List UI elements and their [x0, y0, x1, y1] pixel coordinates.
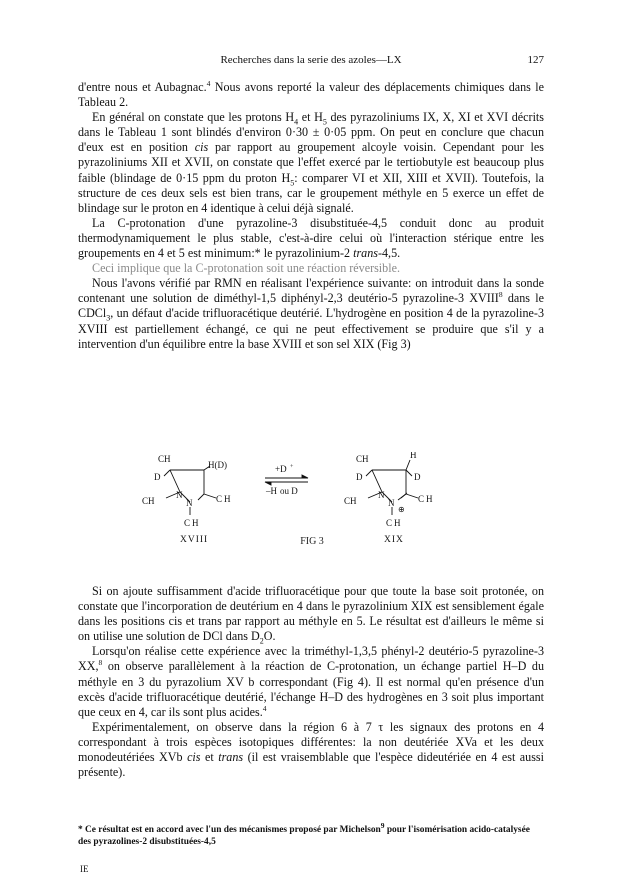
xviii-ch3-n-label: CH	[142, 496, 155, 506]
paragraph	[78, 584, 544, 644]
paragraph	[78, 80, 544, 110]
text-run: (il est vraisemblable que l'espèce dideutériée en 4 est aussi présente).	[78, 750, 544, 780]
xviii-name: XVIII	[180, 535, 209, 542]
text-run: trans	[353, 246, 378, 261]
xviii-ch3-label: CH	[158, 454, 171, 464]
text-run: 8	[498, 290, 503, 300]
running-header	[78, 54, 544, 70]
text-run: cis	[187, 750, 201, 765]
xviii-c6h5-n-label: C	[184, 518, 191, 528]
xix-c6h5-label: C	[418, 494, 425, 504]
footnote-text-2: pour l'isomérisation acido-catalysée des pyrazolines-2 disubstituées-4,5	[78, 825, 530, 848]
text-run: Lorsqu'on réalise cette expérience avec la triméthyl-1,3,5 phényl-2 deutério-5 pyrazoline-3 XX,	[78, 644, 544, 674]
xix-c6h5-h-label: H	[426, 494, 433, 504]
text-run: 8	[98, 658, 103, 668]
text-run: Nous l'avons vérifié par RMN en réalisant l'expérience suivante: on introduit dans la sonde contenant une solution de diméthyl-1,5 diphényl-2,3 deutério-5 pyrazoline-3 XVIII	[78, 276, 544, 306]
xviii-c6h5-n-h-label: H	[192, 518, 199, 528]
text-run: 5	[322, 117, 327, 127]
running-title: Recherches dans la serie des azoles—LX	[220, 54, 402, 66]
xix-positive-charge: ⊕	[398, 505, 405, 514]
xix-h-label: H	[410, 452, 417, 460]
paragraph	[78, 110, 544, 216]
xix-c6h5-n-label: C	[386, 518, 393, 528]
arrow-bottom-rest: ou D	[280, 486, 298, 496]
text-run: 3	[106, 313, 111, 323]
xviii-c6h5-h-label: H	[224, 494, 231, 504]
paragraph	[78, 720, 544, 780]
xviii-c6h5-label: C	[216, 494, 223, 504]
xix-ch3-label: CH	[356, 454, 369, 464]
text-run: Si on ajoute suffisamment d'acide trifluoracétique pour que toute la base soit protonée, on constate que l'incorporation de deutérium en 4 dans le pyrazolinium XIX est sensiblement égale dans les positions cis et trans par rapport au méthyle en 5. Le résultat est d'ailleurs le même si on utilise une solution de DCl dans D	[78, 584, 544, 644]
text-run: -4,5.	[377, 246, 401, 261]
text-run: d'entre nous et Aubagnac.	[78, 80, 207, 94]
text-run: , un défaut d'acide trifluoracétique deutérié. L'hydrogène en position 4 de la pyrazoline-3 XVIII est partiellement échangé, ce qui ne peut effectivement se produire que s'il y a intervention d'un équilibre entre la base XVIII et son sel XIX (Fig 3)	[78, 306, 544, 351]
footnote	[78, 820, 544, 848]
text-run: et H	[298, 110, 323, 125]
text-run: Ceci implique que la C-protonation soit une réaction réversible.	[92, 261, 400, 276]
text-run: Nous avons reporté la valeur des déplacements chimiques dans le Tableau 2.	[78, 80, 545, 110]
xix-name: XIX	[384, 535, 404, 542]
text-run: des pyrazoliniums IX, X, XI et XVI décrits dans le Tableau 1 sont blindés d'environ 0·30 ± 0·05 ppm. On peut en conclure que chacun d'eux est en position	[78, 110, 545, 155]
text-run: O.	[263, 629, 276, 644]
figure-caption: FIG 3	[300, 536, 324, 547]
xviii-n1-label: N	[176, 490, 183, 500]
page-number: 127	[527, 54, 544, 66]
body-text-top	[78, 80, 544, 352]
xviii-n2-label: N	[186, 498, 193, 508]
text-run: Expérimentalement, on observe dans la région 6 à 7 τ les signaux des protons en 4 correspondant à trois espèces isotopiques différentes: la non deutériée XVa et les deux monodeutériées XVb	[78, 719, 544, 765]
footer-code: IE	[80, 864, 89, 874]
paragraph	[78, 276, 544, 351]
text-run: cis	[194, 140, 209, 155]
arrow-top-sup: +	[290, 464, 294, 470]
equilibrium-arrow	[265, 475, 308, 485]
text-run: et	[200, 750, 219, 765]
text-run: dans le CDCl	[78, 291, 544, 321]
xix-n2-label: N	[388, 498, 395, 508]
xix-d-right-label: D	[414, 472, 421, 482]
reaction-scheme	[120, 452, 520, 542]
xviii-hd-label: H(D)	[208, 460, 227, 470]
paragraph	[78, 644, 544, 719]
paragraph	[78, 261, 544, 276]
body-text-bottom	[78, 584, 544, 780]
text-run: on observe parallèlement à la réaction de C-protonation, un échange partiel H–D du méthyle en 3 du pyrazolium XV b correspondant (Fig 4). Il est normal qu'en présence d'un excès d'acide trifluoracétique deutérié, l'échange H–D des hydrogènes en 3 soit plus important que ceux en 4, car ils sont plus acides.	[78, 659, 544, 719]
footnote-text: Ce résultat est en accord avec l'un des mécanismes proposé par Michelson	[82, 825, 381, 835]
xix-c6h5-n-h-label: H	[394, 518, 401, 528]
text-run: par rapport au groupement alcoyle voisin. Cependant pour les pyrazoliniums XII et XVII, on constate que l'effet exercé par le tertiobutyle est beaucoup plus faible (blindage de 0·15 ppm du proton H	[78, 140, 544, 185]
arrow-bottom-label: –H	[266, 486, 277, 496]
text-run: trans	[218, 750, 244, 765]
paragraph	[78, 216, 544, 261]
text-run: La C-protonation d'une pyrazoline-3 disubstituée-4,5 conduit donc au produit thermodynamiquement le plus stable, c'est-à-dire celui où l'interaction stérique entre les groupements en 4 et 5 est minimum:* le pyrazolinium-2	[78, 215, 544, 261]
footnote-marker: *	[78, 825, 83, 835]
text-run: 4	[206, 78, 211, 88]
text-run: 2	[259, 636, 264, 646]
xix-d-left-label: D	[356, 472, 363, 482]
xix-ch3-n-label: CH	[344, 496, 357, 506]
text-run: : comparer VI et XII, XIII et XVII). Toutefois, la structure de ces deux sels est bien trans, car le groupement méthyle en 5 exerce un effet de blindage sur le proton en 4 identique à celui déjà signalé.	[78, 170, 544, 215]
text-run: 5	[290, 177, 295, 187]
arrow-top-label: +D	[275, 464, 287, 474]
footnote-ref: 9	[380, 820, 385, 830]
text-run: En général on constate que les protons H	[92, 110, 295, 125]
text-run: 4	[294, 117, 299, 127]
xix-n1-label: N	[378, 490, 385, 500]
text-run: 4	[262, 703, 267, 713]
xviii-d-label: D	[154, 472, 161, 482]
